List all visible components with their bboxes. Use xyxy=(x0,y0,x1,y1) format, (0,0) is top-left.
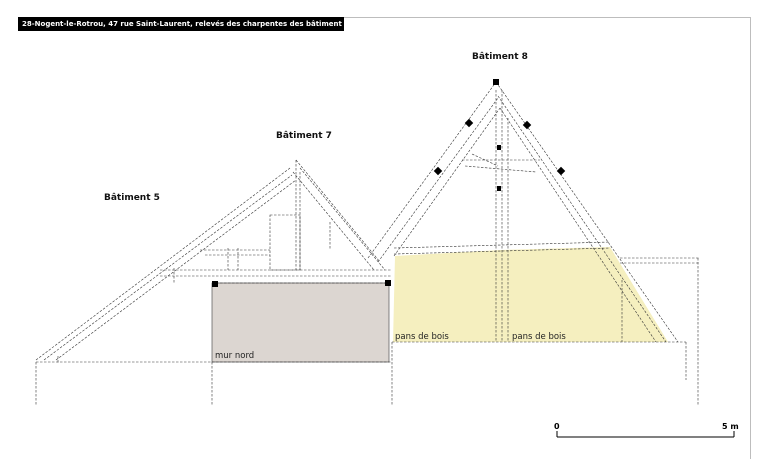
scale-bar-end-label: 5 m xyxy=(722,422,739,431)
label-batiment-5: Bâtiment 5 xyxy=(104,193,160,203)
label-mur-nord: mur nord xyxy=(215,351,255,361)
label-pans-de-bois-right: pans de bois xyxy=(512,332,566,342)
scale-bar-start-label: 0 xyxy=(554,422,560,431)
label-batiment-8: Bâtiment 8 xyxy=(472,52,528,62)
label-batiment-7: Bâtiment 7 xyxy=(276,131,332,141)
scale-bar xyxy=(557,431,734,437)
label-pans-de-bois-left: pans de bois xyxy=(395,332,449,342)
caption-title: 28-Nogent-le-Rotrou, 47 rue Saint-Laurent, relevés des charpentes des bâtiment 3, 5, 7 et 8 xyxy=(18,17,344,31)
pans-de-bois-fill xyxy=(393,247,668,342)
